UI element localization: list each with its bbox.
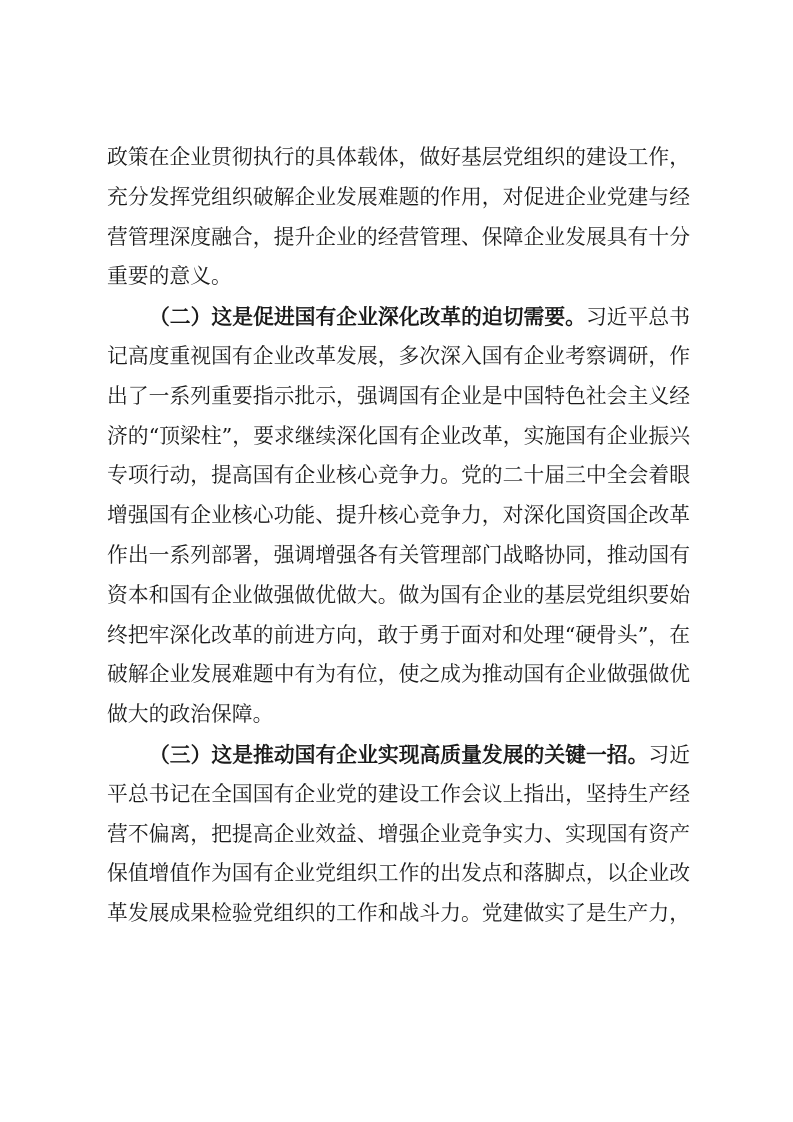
text-line: 终把牢深化改革的前进方向，敢于勇于面对和处理“硬骨头”，在 [107,622,690,647]
paragraph-section-2 [107,297,690,735]
text-line: 充分发挥党组织破解企业发展难题的作用，对促进企业党建与经 [107,184,690,209]
text-line: 专项行动，提高国有企业核心竞争力。党的二十届三中全会着眼 [107,463,690,488]
text-line: 保值增值作为国有企业党组织工作的出发点和落脚点，以企业改 [107,861,690,886]
text-line: 做大的政治保障。 [107,702,274,727]
paragraph-section-3 [107,735,690,934]
text-line: 营不偏离，把提高企业效益、增强企业竞争实力、实现国有资产 [107,821,690,846]
text-line: 资本和国有企业做强做优做大。做为国有企业的基层党组织要始 [107,582,690,607]
text-line: 平总书记在全国国有企业党的建设工作会议上指出，坚持生产经 [107,781,690,806]
paragraph-continuation [107,138,690,297]
text-line: 增强国有企业核心功能、提升核心竞争力，对深化国资国企改革 [107,503,690,528]
text-line: 营管理深度融合，提升企业的经营管理、保障企业发展具有十分 [107,224,690,249]
text-line: 作出一系列部署，强调增强各有关管理部门战略协同，推动国有 [107,542,690,567]
text-line: 破解企业发展难题中有为有位，使之成为推动国有企业做强做优 [107,662,690,687]
text-line: 革发展成果检验党组织的工作和战斗力。党建做实了是生产力， [107,901,690,926]
text-run: 习近 [648,742,691,767]
text-line: 济的“顶梁柱”，要求继续深化国有企业改革，实施国有企业振兴 [107,423,690,448]
text-run: 习近平总书 [585,305,690,330]
text-line-first [107,297,690,337]
text-line: 出了一系列重要指示批示，强调国有企业是中国特色社会主义经 [107,383,690,408]
section-heading: （二）这是促进国有企业深化改革的迫切需要。 [149,304,586,330]
section-heading: （三）这是推动国有企业实现高质量发展的关键一招。 [149,741,649,767]
text-line: 重要的意义。 [107,264,232,289]
text-line-first [107,735,690,775]
document-body [107,138,690,934]
text-line: 记高度重视国有企业改革发展，多次深入国有企业考察调研，作 [107,343,690,368]
text-line: 政策在企业贯彻执行的具体载体，做好基层党组织的建设工作， [107,145,690,169]
